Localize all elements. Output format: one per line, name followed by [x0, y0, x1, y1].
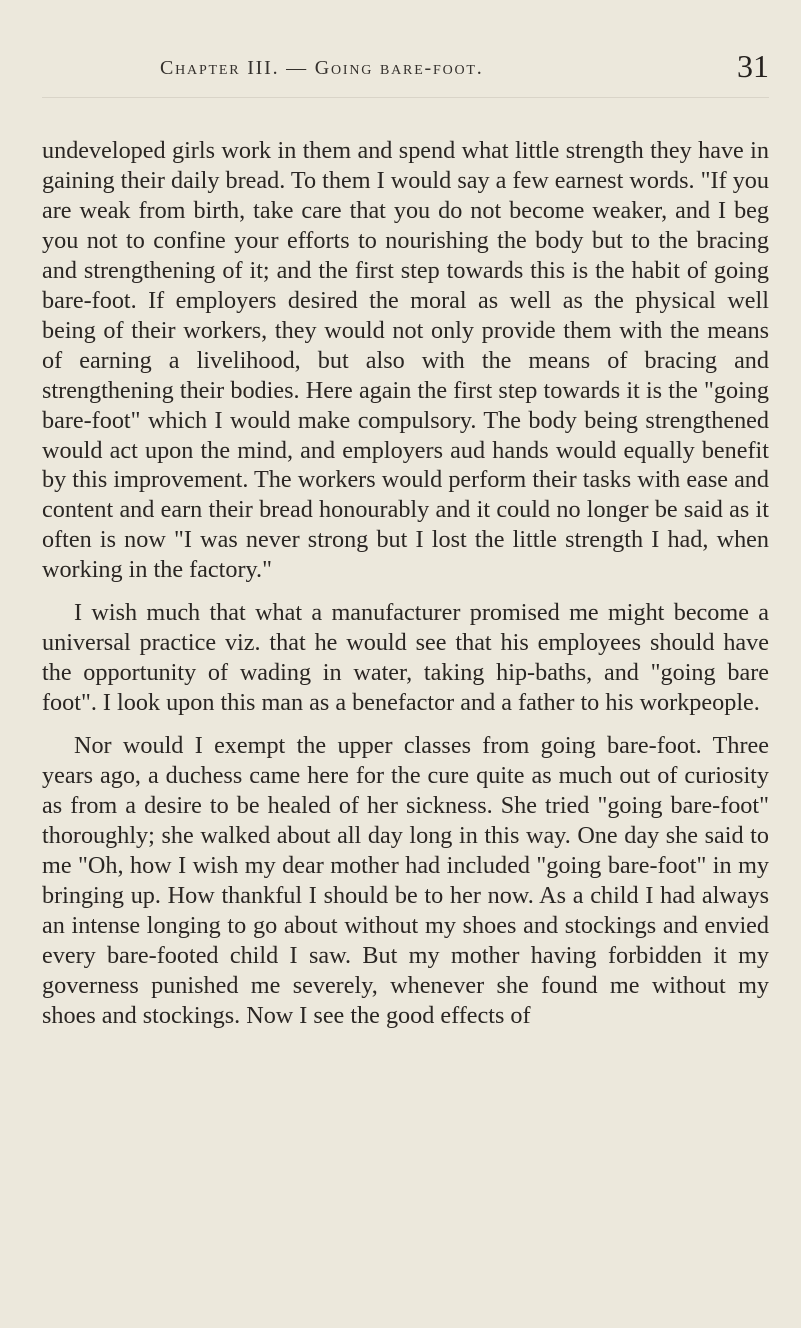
running-head: [42, 48, 769, 90]
paragraph-1: undeveloped girls work in them and spend what little strength they have in gaining their daily bread. To them I would say a few earnest words. "If you are weak from birth, take care that you do not become weaker, and I beg you not to confine your efforts to nourishing the body but to the bracing and strengthening of it; and the first step towards this is the habit of going bare-foot. If employers desired the moral as well as the physical well being of their workers, they would not only provide them with the means of earning a livelihood, but also with the means of bracing and strengthening their bodies. Here again the first step towards it is the "going bare-foot" which I would make compulsory. The body being strengthened would act upon the mind, and employers aud hands would equally benefit by this improvement. The workers would perform their tasks with ease and content and earn their bread honourably and it could no longer be said as it often is now "I was never strong but I lost the little strength I had, when working in the factory.": [42, 137, 769, 584]
paragraph-3: Nor would I exempt the upper classes from going bare-foot. Three years ago, a duchess came here for the cure quite as much out of curiosity as from a desire to be healed of her sickness. She tried "going bare-foot" thoroughly; she walked about all day long in this way. One day she said to me "Oh, how I wish my dear mother had included "going bare-foot" in my bringing up. How thankful I should be to her now. As a child I had always an intense longing to go about without my shoes and stockings and envied every bare-footed child I saw. But my mother having forbidden it my governess punished me severely, whenever she found me without my shoes and stockings. Now I see the good effects of: [42, 732, 769, 1029]
header-rule: [42, 97, 769, 98]
page-body: [42, 136, 769, 1031]
paragraph-2: I wish much that what a manufacturer promised me might become a universal practice viz. that he would see that his employees should have the opportunity of wading in water, taking hip-baths, and "going bare foot". I look upon this man as a benefactor and a father to his workpeople.: [42, 599, 769, 717]
page-number: 31: [737, 48, 769, 84]
chapter-title: Chapter III. — Going bare-foot.: [160, 57, 484, 79]
